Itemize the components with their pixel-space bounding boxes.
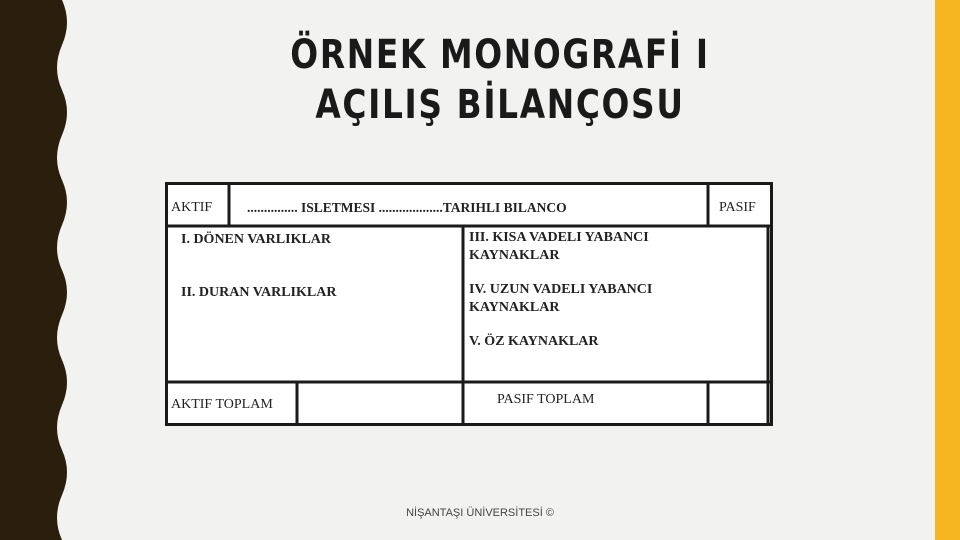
title-line-2: AÇILIŞ BİLANÇOSU [315,82,685,128]
page-title [254,30,746,130]
asset-fixed: II. DURAN VARLIKLAR [181,285,337,300]
liability-short-line1: III. KISA VADELI YABANCI [469,230,649,245]
asset-current: I. DÖNEN VARLIKLAR [181,232,332,247]
footer-copyright: NİŞANTAŞI ÜNİVERSİTESİ © [406,507,554,519]
header-title: ............... ISLETMESI ...................TARIHLI BILANCO [247,200,567,215]
right-accent-band [935,0,960,540]
header-pasif: PASIF [719,200,756,215]
header-aktif: AKTIF [171,200,213,215]
left-decorative-band [0,0,80,540]
equity: V. ÖZ KAYNAKLAR [469,334,599,349]
total-liabilities: PASIF TOPLAM [497,392,595,407]
title-line-1: ÖRNEK MONOGRAFİ I [290,32,710,78]
liability-long-line1: IV. UZUN VADELI YABANCI [469,282,653,297]
liability-short-line2: KAYNAKLAR [469,248,560,263]
liability-long-line2: KAYNAKLAR [469,300,560,315]
balance-sheet-table [165,182,773,426]
total-assets: AKTIF TOPLAM [171,397,273,412]
